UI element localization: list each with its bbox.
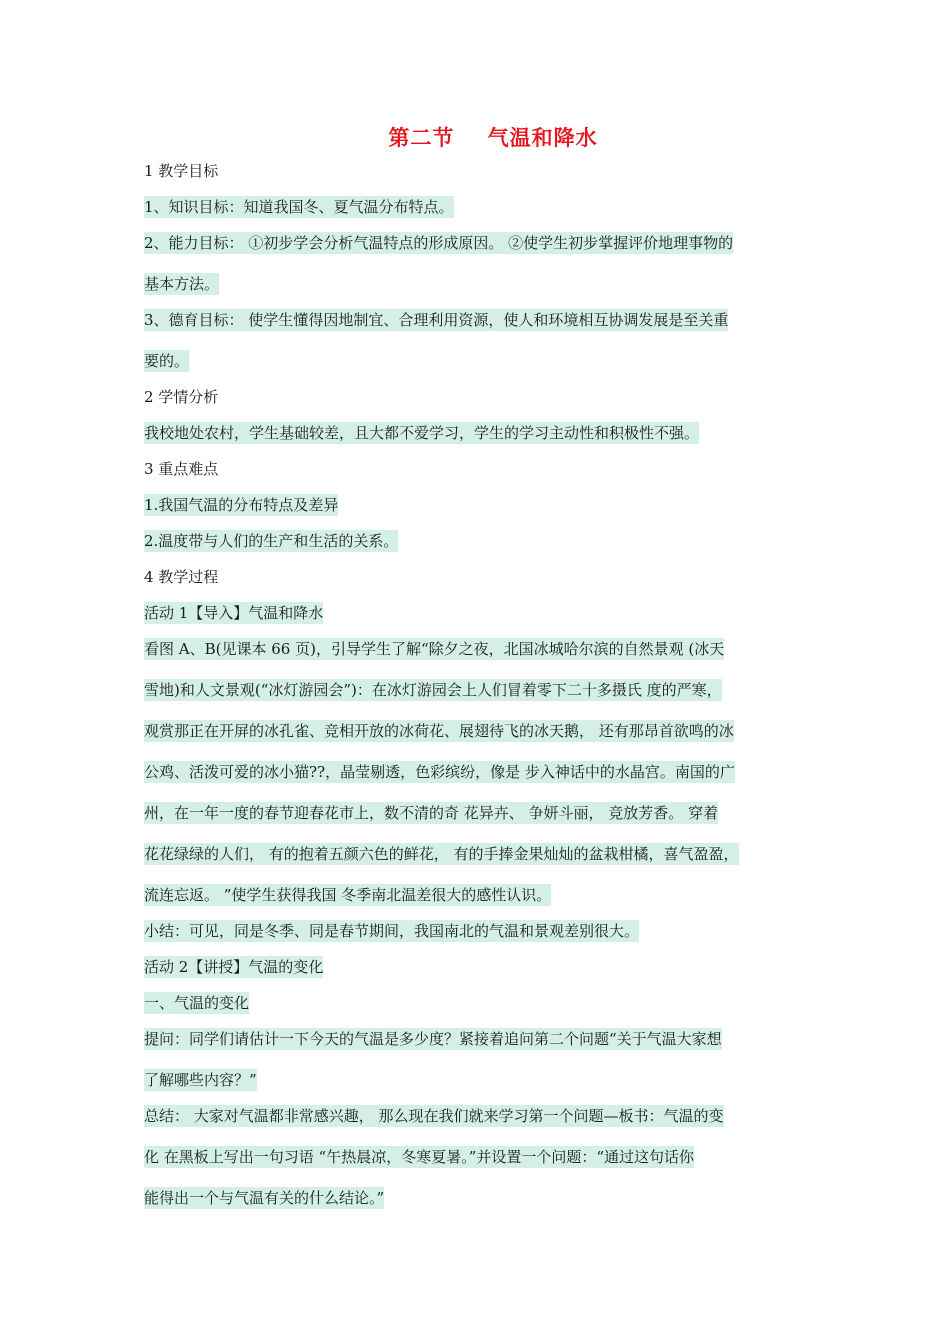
line-text: 2 学情分析: [144, 388, 219, 406]
section-heading: [144, 566, 812, 588]
highlighted-text-line: [144, 350, 812, 372]
line-text: 要的。: [144, 350, 189, 372]
line-text: 活动 2【讲授】气温的变化: [144, 956, 323, 978]
line-gap: [144, 1168, 812, 1187]
line-text: 了解哪些内容？”: [144, 1069, 257, 1091]
highlighted-text-line: [144, 530, 812, 552]
highlighted-text-line: [144, 843, 812, 865]
line-gap: [144, 701, 812, 720]
section-heading: [144, 160, 812, 182]
line-text: 4 教学过程: [144, 568, 219, 586]
line-gap: [144, 552, 812, 566]
line-gap: [144, 1127, 812, 1146]
line-text: 公鸡、活泼可爱的冰小猫??，晶莹剔透，色彩缤纷，像是 步入神话中的水晶宫。南国的广: [144, 761, 735, 783]
line-text: 1、知识目标：知道我国冬、夏气温分布特点。: [144, 196, 454, 218]
section-heading: [144, 458, 812, 480]
line-gap: [144, 742, 812, 761]
line-gap: [144, 372, 812, 386]
highlighted-text-line: [144, 1028, 812, 1050]
highlighted-text-line: [144, 196, 812, 218]
line-gap: [144, 480, 812, 494]
highlighted-text-line: [144, 956, 812, 978]
line-text: 总结： 大家对气温都非常感兴趣， 那么现在我们就来学习第一个问题—板书：气温的变: [144, 1105, 724, 1127]
line-text: 化 在黑板上写出一句习语 “午热晨凉，冬寒夏暑。”并设置一个问题：“通过这句话你: [144, 1146, 694, 1168]
document-body: [144, 160, 812, 1209]
line-gap: [144, 906, 812, 920]
highlighted-text-line: [144, 638, 812, 660]
line-gap: [144, 331, 812, 350]
line-text: 2、能力目标： ①初步学会分析气温特点的形成原因。 ②使学生初步掌握评价地理事物的: [144, 232, 733, 254]
line-text: 1.我国气温的分布特点及差异: [144, 494, 338, 516]
highlighted-text-line: [144, 309, 812, 331]
highlighted-text-line: [144, 884, 812, 906]
line-gap: [144, 182, 812, 196]
line-gap: [144, 408, 812, 422]
line-text: 小结：可见，同是冬季、同是春节期间，我国南北的气温和景观差别很大。: [144, 920, 639, 942]
highlighted-text-line: [144, 494, 812, 516]
line-gap: [144, 444, 812, 458]
line-gap: [144, 295, 812, 309]
line-text: 活动 1【导入】气温和降水: [144, 602, 323, 624]
highlighted-text-line: [144, 602, 812, 624]
highlighted-text-line: [144, 679, 812, 701]
line-gap: [144, 1050, 812, 1069]
line-text: 雪地)和人文景观(“冰灯游园会”)：在冰灯游园会上人们冒着零下二十多摄氏 度的严寒，: [144, 679, 722, 701]
line-gap: [144, 1014, 812, 1028]
highlighted-text-line: [144, 1069, 812, 1091]
line-gap: [144, 660, 812, 679]
highlighted-text-line: [144, 422, 812, 444]
line-text: 一、气温的变化: [144, 992, 249, 1014]
line-text: 3、德育目标： 使学生懂得因地制宜、合理利用资源，使人和环境相互协调发展是至关重: [144, 309, 728, 331]
line-gap: [144, 254, 812, 273]
line-gap: [144, 588, 812, 602]
line-gap: [144, 865, 812, 884]
highlighted-text-line: [144, 1187, 812, 1209]
highlighted-text-line: [144, 273, 812, 295]
line-gap: [144, 1091, 812, 1105]
section-heading: [144, 386, 812, 408]
line-gap: [144, 942, 812, 956]
line-text: 看图 A、B(见课本 66 页)，引导学生了解“除夕之夜，北国冰城哈尔滨的自然景观 (冰天: [144, 638, 724, 660]
highlighted-text-line: [144, 232, 812, 254]
line-text: 1 教学目标: [144, 162, 219, 180]
line-text: 花花绿绿的人们， 有的抱着五颜六色的鲜花， 有的手捧金果灿灿的盆栽柑橘，喜气盈盈，: [144, 843, 739, 865]
document-title: 第二节 气温和降水: [388, 125, 598, 150]
highlighted-text-line: [144, 761, 812, 783]
line-gap: [144, 516, 812, 530]
line-text: 流连忘返。 ”使学生获得我国 冬季南北温差很大的感性认识。: [144, 884, 551, 906]
line-text: 3 重点难点: [144, 460, 219, 478]
line-text: 观赏那正在开屏的冰孔雀、竞相开放的冰荷花、展翅待飞的冰天鹅， 还有那昂首欲鸣的冰: [144, 720, 734, 742]
line-text: 能得出一个与气温有关的什么结论。”: [144, 1187, 384, 1209]
highlighted-text-line: [144, 720, 812, 742]
line-text: 州，在一年一度的春节迎春花市上，数不清的奇 花异卉、 争妍斗丽， 竞放芳香。 穿着: [144, 802, 718, 824]
highlighted-text-line: [144, 1146, 812, 1168]
highlighted-text-line: [144, 920, 812, 942]
highlighted-text-line: [144, 1105, 812, 1127]
line-text: 基本方法。: [144, 273, 219, 295]
highlighted-text-line: [144, 992, 812, 1014]
line-text: 2.温度带与人们的生产和生活的关系。: [144, 530, 398, 552]
line-gap: [144, 978, 812, 992]
line-gap: [144, 218, 812, 232]
highlighted-text-line: [144, 802, 812, 824]
line-text: 提问：同学们请估计一下今天的气温是多少度？紧接着追问第二个问题“关于气温大家想: [144, 1028, 722, 1050]
line-gap: [144, 783, 812, 802]
line-gap: [144, 824, 812, 843]
line-text: 我校地处农村，学生基础较差，且大都不爱学习，学生的学习主动性和积极性不强。: [144, 422, 699, 444]
line-gap: [144, 624, 812, 638]
